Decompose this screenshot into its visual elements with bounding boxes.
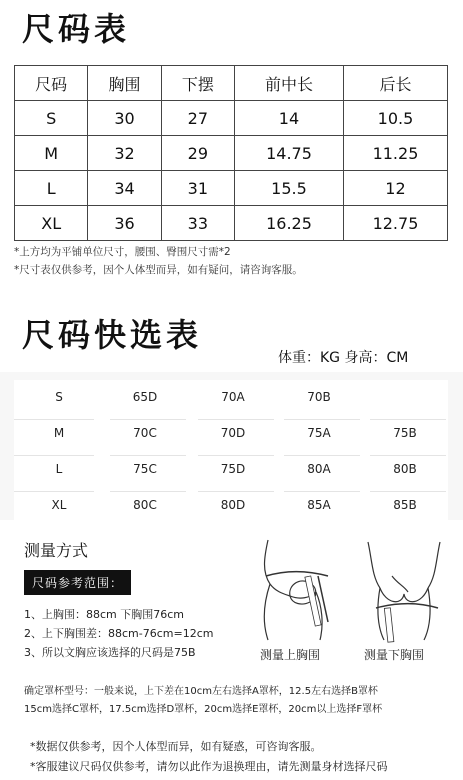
table-cell: 29 — [161, 136, 234, 171]
table-cell: 33 — [161, 206, 234, 241]
table-row — [15, 136, 448, 171]
table-cell: 15.5 — [235, 171, 344, 206]
table-row — [14, 458, 448, 494]
upper-bust-illustration — [246, 536, 338, 644]
table-cell: 75C — [133, 462, 157, 476]
row-divider — [198, 455, 274, 456]
table-cell: 65D — [132, 390, 158, 404]
table-cell: 75A — [307, 426, 331, 440]
size-chart-title: 尺码表 — [22, 10, 131, 48]
row-divider — [198, 419, 274, 420]
quick-chart-grid — [14, 386, 448, 530]
table-cell: 31 — [161, 171, 234, 206]
table-row — [14, 386, 448, 422]
size-chart-table — [14, 65, 448, 241]
col-header: 下摆 — [161, 66, 234, 101]
table-cell: 70B — [307, 390, 331, 404]
row-divider — [110, 455, 186, 456]
table-cell: 12 — [343, 171, 447, 206]
row-divider — [14, 491, 94, 492]
table-cell: M — [53, 426, 65, 440]
table-cell: 32 — [88, 136, 161, 171]
measure-title: 测量方式 — [24, 541, 89, 560]
table-row — [15, 206, 448, 241]
table-cell: 70C — [133, 426, 157, 440]
table-cell: XL — [51, 498, 67, 512]
footer-note: *数据仅供参考，因个人体型而异，如有疑惑，可咨询客服。 — [30, 740, 322, 753]
row-divider — [14, 455, 94, 456]
upper-bust-label: 测量上胸围 — [260, 648, 321, 662]
table-cell: 12.75 — [343, 206, 447, 241]
footer-note: *客服建议尺码仅供参考，请勿以此作为退换理由，请先测量身材选择尺码 — [30, 760, 388, 773]
row-divider — [370, 455, 446, 456]
table-cell: 80A — [307, 462, 331, 476]
table-cell: 70D — [220, 426, 246, 440]
size-chart-note: *尺寸表仅供参考，因个人体型而异，如有疑问，请咨询客服。 — [14, 264, 303, 276]
table-row — [14, 422, 448, 458]
table-cell: 85A — [307, 498, 331, 512]
cup-size-note: 确定罩杯型号：一般来说，上下差在10cm左右选择A罩杯，12.5左右选择B罩杯 — [24, 686, 378, 697]
row-divider — [14, 419, 94, 420]
row-divider — [284, 455, 360, 456]
table-cell: 34 — [88, 171, 161, 206]
table-cell: M — [15, 136, 88, 171]
table-cell: 85B — [393, 498, 417, 512]
size-range-badge: 尺码参考范围： — [24, 570, 131, 595]
row-divider — [284, 419, 360, 420]
cup-size-note: 15cm选择C罩杯，17.5cm选择D罩杯，20cm选择E罩杯，20cm以上选择F罩杯 — [24, 704, 383, 715]
table-cell: 14 — [235, 101, 344, 136]
table-cell: 16.25 — [235, 206, 344, 241]
size-chart-note: *上方均为平铺单位尺寸，腰围、臀围尺寸需*2 — [14, 246, 231, 258]
table-cell: 80D — [220, 498, 246, 512]
row-divider — [110, 419, 186, 420]
quick-chart-title: 尺码快选表 — [22, 316, 203, 354]
table-row — [15, 171, 448, 206]
table-cell: 27 — [161, 101, 234, 136]
table-cell: 10.5 — [343, 101, 447, 136]
table-cell: 36 — [88, 206, 161, 241]
table-cell: L — [15, 171, 88, 206]
row-divider — [284, 491, 360, 492]
table-cell: S — [15, 101, 88, 136]
measure-step-1: 1、上胸围：88cm 下胸围76cm — [24, 608, 185, 621]
col-header: 前中长 — [235, 66, 344, 101]
table-cell: 80C — [133, 498, 157, 512]
measure-step-3: 3、所以文胸应该选择的尺码是75B — [24, 646, 196, 659]
col-header: 后长 — [343, 66, 447, 101]
table-cell: S — [55, 390, 63, 404]
table-row — [15, 101, 448, 136]
table-cell: 75D — [220, 462, 246, 476]
under-bust-label: 测量下胸围 — [364, 648, 425, 662]
table-cell: L — [55, 462, 63, 476]
under-bust-illustration — [358, 536, 450, 644]
size-chart-header-row — [15, 66, 448, 101]
table-cell: 30 — [88, 101, 161, 136]
table-cell: 70A — [221, 390, 245, 404]
table-cell: 14.75 — [235, 136, 344, 171]
row-divider — [110, 491, 186, 492]
row-divider — [370, 491, 446, 492]
table-cell: XL — [15, 206, 88, 241]
row-divider — [370, 419, 446, 420]
table-cell: 75B — [393, 426, 417, 440]
row-divider — [198, 491, 274, 492]
table-cell: 11.25 — [343, 136, 447, 171]
units-label: 体重：KG 身高：CM — [278, 350, 409, 366]
measure-step-2: 2、上下胸围差：88cm-76cm=12cm — [24, 627, 214, 640]
col-header: 尺码 — [15, 66, 88, 101]
table-row — [14, 494, 448, 530]
table-cell: 80B — [393, 462, 417, 476]
col-header: 胸围 — [88, 66, 161, 101]
